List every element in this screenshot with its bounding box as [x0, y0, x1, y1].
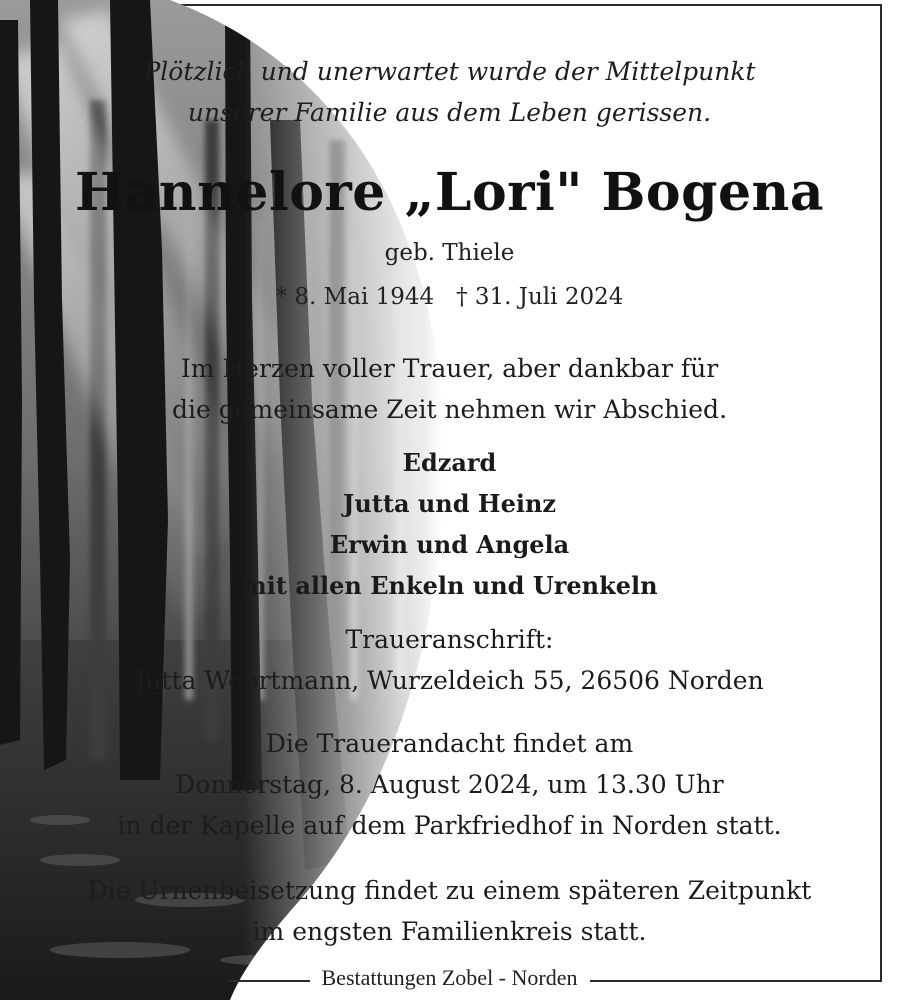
- service-line-3: in der Kapelle auf dem Parkfriedhof in Norden statt.: [117, 811, 782, 840]
- burial-line-1: Die Urnenbeisetzung findet zu einem späteren Zeitpunkt: [87, 876, 812, 905]
- address-label: Traueranschrift:: [345, 625, 554, 654]
- deceased-name: Hannelore „Lori" Bogena: [74, 162, 825, 223]
- farewell-line-2: die gemeinsame Zeit nehmen wir Abschied.: [171, 395, 728, 424]
- farewell-line-1: Im Herzen voller Trauer, aber dankbar für: [180, 354, 719, 383]
- undertaker-name: Bestattungen Zobel - Norden: [310, 965, 590, 990]
- address-value: Jutta Woortmann, Wurzeldeich 55, 26506 Norden: [135, 666, 764, 695]
- service-line-1: Die Trauerandacht findet am: [265, 729, 634, 758]
- intro-line-2: unserer Familie aus dem Leben gerissen.: [187, 98, 712, 127]
- burial-line-2: im engsten Familienkreis statt.: [252, 917, 647, 946]
- mourner-4: mit allen Enkeln und Urenkeln: [241, 571, 658, 600]
- maiden-name: geb. Thiele: [384, 240, 515, 266]
- undertaker-credit: [0, 965, 899, 991]
- service-line-2: Donnerstag, 8. August 2024, um 13.30 Uhr: [175, 770, 724, 799]
- footer: [0, 965, 899, 999]
- intro-line-1: Plötzlich und unerwartet wurde der Mittelpunkt: [143, 57, 756, 86]
- life-dates: * 8. Mai 1944 † 31. Juli 2024: [275, 284, 624, 310]
- mourner-2: Jutta und Heinz: [342, 489, 557, 518]
- mourner-1: Edzard: [402, 448, 497, 477]
- mourner-3: Erwin und Angela: [329, 530, 570, 559]
